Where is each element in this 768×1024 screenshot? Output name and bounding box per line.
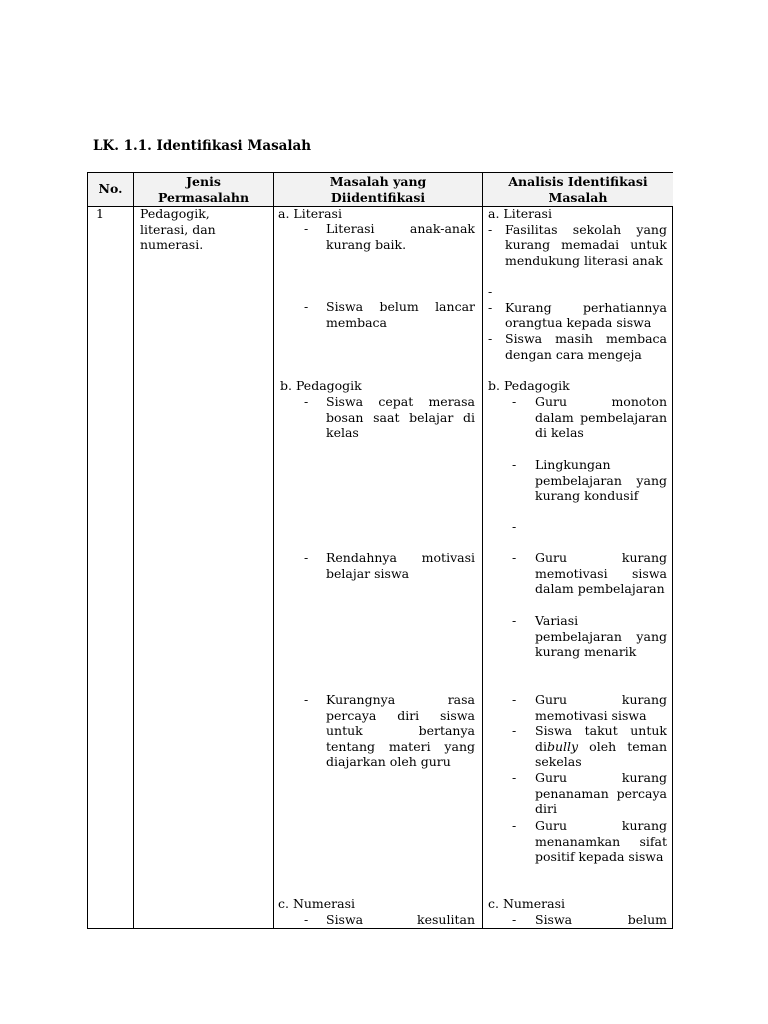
bullet-dash: -: [304, 912, 309, 927]
header-analisis: Analisis Identifikasi Masalah: [508, 174, 648, 205]
masalah-item: Kurangnya rasa percaya diri siswa untuk bertanya tentang materi yang diajarkan oleh guru: [326, 692, 475, 770]
bullet-dash: -: [488, 299, 493, 315]
analisis-item: Guru kurang memotivasi siswa: [535, 692, 667, 723]
bullet-dash: -: [512, 692, 517, 707]
analisis-item: Siswa takut untuk dibully oleh teman sekelas: [535, 723, 667, 770]
bullet-dash: -: [512, 519, 517, 534]
bullet-dash: -: [304, 692, 309, 707]
masalah-section-literasi: a. Literasi: [278, 206, 342, 221]
bullet-dash: -: [512, 818, 517, 833]
column-divider: [133, 173, 134, 928]
bullet-dash: -: [304, 550, 309, 565]
analisis-section-pedagogik: b. Pedagogik: [488, 378, 570, 393]
bullet-dash: -: [488, 221, 493, 237]
analisis-item: Guru kurang memotivasi siswa dalam pembelajaran: [535, 550, 667, 597]
bullet-dash: -: [512, 613, 517, 628]
header-no: No.: [98, 181, 123, 196]
bullet-dash: -: [512, 550, 517, 565]
analisis-section-numerasi: c. Numerasi: [488, 896, 566, 911]
masalah-section-numerasi: c. Numerasi: [278, 896, 356, 911]
analisis-item: Guru kurang menanamkan sifat positif kepada siswa: [535, 818, 667, 865]
column-divider: [273, 173, 274, 928]
bullet-dash: -: [304, 221, 309, 236]
analisis-item: Siswa masih membaca dengan cara mengeja: [505, 331, 667, 362]
bullet-dash: -: [304, 394, 309, 409]
masalah-item: Siswa belum lancar membaca: [326, 299, 475, 330]
masalah-item: Siswa kesulitan: [326, 912, 475, 927]
analisis-item: Variasi pembelajaran yang kurang menarik: [535, 613, 667, 660]
header-masalah: Masalah yang Diidentifikasi: [329, 174, 427, 205]
header-jenis: Jenis Permasalahn: [157, 174, 250, 205]
page-title: LK. 1.1. Identifikasi Masalah: [93, 138, 312, 154]
analisis-item: Lingkungan pembelajaran yang kurang kondusif: [535, 457, 667, 504]
bullet-dash: -: [512, 723, 517, 738]
analisis-item: Fasilitas sekolah yang kurang memadai untuk mendukung literasi anak: [505, 221, 667, 268]
bullet-dash: -: [512, 770, 517, 785]
row-number: 1: [96, 206, 104, 221]
bullet-dash: -: [304, 299, 309, 314]
analisis-item: Guru kurang penanaman percaya diri: [535, 770, 667, 817]
bullet-dash: -: [512, 394, 517, 409]
masalah-item: Siswa cepat merasa bosan saat belajar di kelas: [326, 394, 475, 441]
jenis-line: numerasi.: [140, 237, 204, 253]
bullet-dash: -: [488, 284, 493, 299]
bullet-dash: -: [512, 457, 517, 472]
analisis-section-literasi: a. Literasi: [488, 206, 552, 221]
bullet-dash: -: [512, 912, 517, 927]
analisis-item: Siswa belum: [535, 912, 667, 927]
identification-table: [87, 172, 673, 929]
analisis-item: Kurang perhatiannya orangtua kepada siswa: [505, 299, 667, 331]
bullet-dash: -: [488, 331, 493, 346]
jenis-line: literasi, dan: [140, 221, 216, 237]
masalah-item: Literasi anak-anak kurang baik.: [326, 221, 475, 252]
masalah-item: Rendahnya motivasi belajar siswa: [326, 550, 475, 581]
column-divider: [482, 173, 483, 928]
jenis-line: Pedagogik,: [140, 206, 210, 221]
analisis-item: Guru monoton dalam pembelajaran di kelas: [535, 394, 667, 441]
masalah-section-pedagogik: b. Pedagogik: [280, 378, 362, 393]
